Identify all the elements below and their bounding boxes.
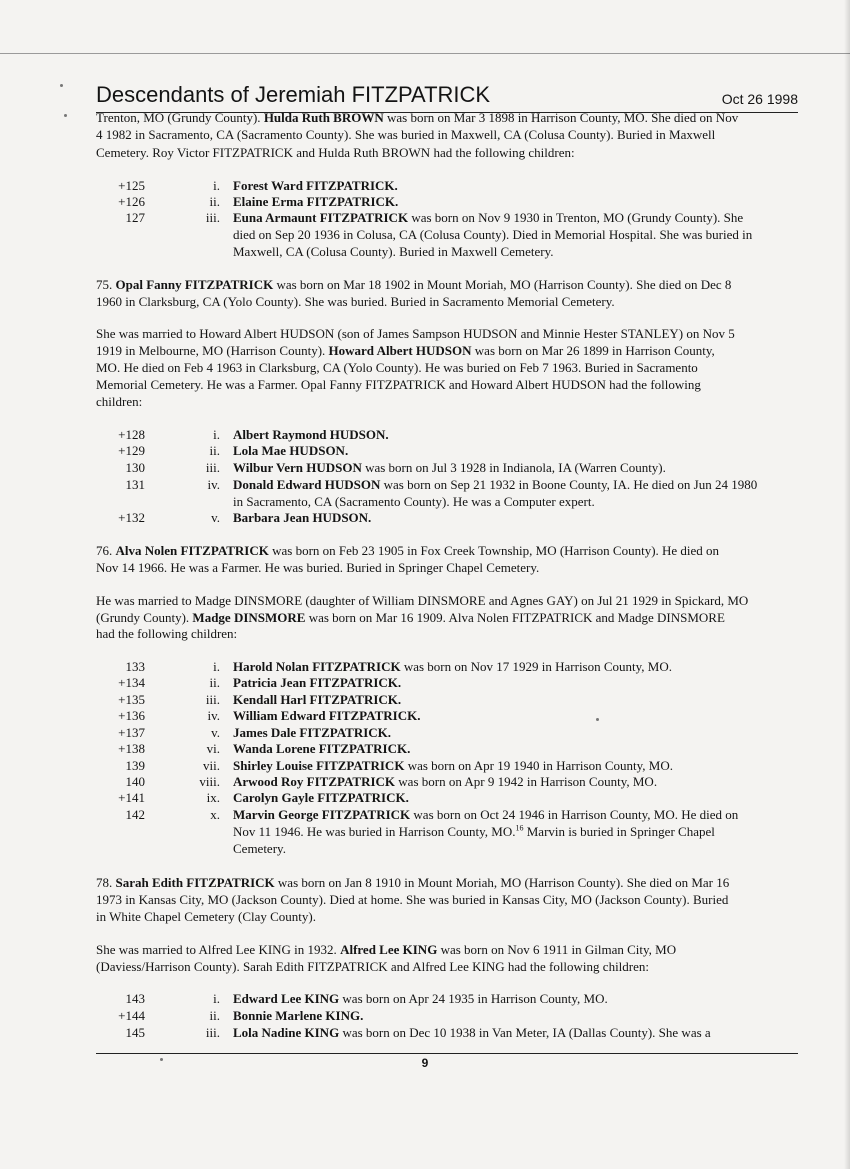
child-entry: Bonnie Marlene KING. <box>233 1008 364 1023</box>
child-ordinal: v. <box>211 725 220 740</box>
page-header <box>96 80 798 112</box>
footnote-marker: 16 <box>515 823 524 833</box>
entry-75-line-2: 1960 in Clarksburg, CA (Yolo County). She was buried. Buried in Sacramento Memorial Cemetery. <box>96 294 615 309</box>
marriage-75-line-5: children: <box>96 394 143 409</box>
child-ordinal: ix. <box>206 790 220 805</box>
child-entry: Shirley Louise FITZPATRICK was born on Apr 19 1940 in Harrison County, MO. <box>233 758 673 773</box>
marriage-75-line-4: Memorial Cemetery. He was a Farmer. Opal Fanny FITZPATRICK and Howard Albert HUDSON had the following <box>96 377 701 392</box>
scan-speck <box>596 718 599 721</box>
marriage-75-line-3: MO. He died on Feb 4 1963 in Clarksburg, CA (Yolo County). He was buried on Feb 7 1963. Buried in Sacramento <box>96 360 698 375</box>
child-number: 139 <box>125 758 145 773</box>
child-entry: Wanda Lorene FITZPATRICK. <box>233 741 411 756</box>
entry-76-line-1: 76. Alva Nolen FITZPATRICK was born on Feb 23 1905 in Fox Creek Township, MO (Harrison County). He died on <box>96 543 720 558</box>
intro-line-1: Trenton, MO (Grundy County). Hulda Ruth BROWN was born on Mar 3 1898 in Harrison County, MO. She died on Nov <box>96 110 739 125</box>
marriage-78-line-2: (Daviess/Harrison County). Sarah Edith FITZPATRICK and Alfred Lee KING had the following children: <box>96 959 650 974</box>
child-ordinal: iii. <box>205 210 220 225</box>
child-entry-cont: Nov 11 1946. He was buried in Harrison County, MO.$^{16}$ Marvin is buried in Springer Chapel <box>233 823 715 839</box>
child-ordinal: i. <box>213 991 220 1006</box>
report-date: Oct 26 1998 <box>721 91 798 107</box>
intro-line-3: Cemetery. Roy Victor FITZPATRICK and Hulda Ruth BROWN had the following children: <box>96 145 575 160</box>
child-entry: James Dale FITZPATRICK. <box>233 725 392 740</box>
child-entry: Arwood Roy FITZPATRICK was born on Apr 9 1942 in Harrison County, MO. <box>233 774 658 789</box>
child-entry: Carolyn Gayle FITZPATRICK. <box>233 790 409 805</box>
page-number: 9 <box>421 1056 429 1070</box>
child-number: 130 <box>125 460 145 475</box>
footer-rule <box>96 1053 798 1054</box>
child-entry: William Edward FITZPATRICK. <box>233 708 421 723</box>
child-number: +125 <box>118 178 145 193</box>
child-number: +141 <box>118 790 145 805</box>
intro-line-2: 4 1982 in Sacramento, CA (Sacramento County). She was buried in Maxwell, CA (Colusa County). Buried in Maxwell <box>96 127 716 142</box>
page-title: Descendants of Jeremiah FITZPATRICK <box>96 82 491 107</box>
child-number: +137 <box>118 725 145 740</box>
child-number: +134 <box>118 675 145 690</box>
entry-75-line-1: 75. Opal Fanny FITZPATRICK was born on Mar 18 1902 in Mount Moriah, MO (Harrison County). She died on Dec 8 <box>96 277 732 292</box>
child-number: +129 <box>118 443 145 458</box>
child-ordinal: iii. <box>205 460 220 475</box>
marriage-78-line-1: She was married to Alfred Lee KING in 1932. Alfred Lee KING was born on Nov 6 1911 in Gilman City, MO <box>96 942 677 957</box>
child-number: 133 <box>125 659 145 674</box>
child-entry-cont: in Sacramento, CA (Sacramento County). He was a Computer expert. <box>233 494 595 509</box>
child-number: 140 <box>125 774 145 789</box>
child-entry: Donald Edward HUDSON was born on Sep 21 1932 in Boone County, IA. He died on Jun 24 1980 <box>233 477 758 492</box>
child-ordinal: iv. <box>207 477 220 492</box>
child-ordinal: x. <box>210 807 220 822</box>
child-entry: Forest Ward FITZPATRICK. <box>233 178 398 193</box>
child-ordinal: i. <box>213 427 220 442</box>
child-ordinal: i. <box>213 659 220 674</box>
scan-edge-line <box>0 53 850 54</box>
child-entry-cont: Cemetery. <box>233 841 286 856</box>
child-entry: Euna Armaunt FITZPATRICK was born on Nov 9 1930 in Trenton, MO (Grundy County). She <box>233 210 744 225</box>
child-ordinal: ii. <box>209 1008 220 1023</box>
marriage-75-line-2: 1919 in Melbourne, MO (Harrison County). Howard Albert HUDSON was born on Mar 26 1899 in Harrison County, <box>96 343 715 358</box>
child-ordinal: iii. <box>205 692 220 707</box>
entry-78-line-2: 1973 in Kansas City, MO (Jackson County). Died at home. She was buried in Kansas City, MO (Jackson County). Buried <box>96 892 729 907</box>
child-number: 145 <box>125 1025 145 1040</box>
child-ordinal: vii. <box>203 758 220 773</box>
child-number: +128 <box>118 427 145 442</box>
child-entry: Lola Mae HUDSON. <box>233 443 349 458</box>
child-ordinal: ii. <box>209 443 220 458</box>
child-entry: Barbara Jean HUDSON. <box>233 510 372 525</box>
child-number: +126 <box>118 194 145 209</box>
child-number: 131 <box>125 477 145 492</box>
marriage-75-line-1: She was married to Howard Albert HUDSON (son of James Sampson HUDSON and Minnie Hester STANLEY) on Nov 5 <box>96 326 735 341</box>
child-entry-cont: Maxwell, CA (Colusa County). Buried in Maxwell Cemetery. <box>233 244 554 259</box>
child-number: 142 <box>125 807 145 822</box>
child-entry: Wilbur Vern HUDSON was born on Jul 3 1928 in Indianola, IA (Warren County). <box>233 460 666 475</box>
child-entry: Harold Nolan FITZPATRICK was born on Nov 17 1929 in Harrison County, MO. <box>233 659 672 674</box>
entry-76-line-2: Nov 14 1966. He was a Farmer. He was buried. Buried in Springer Chapel Cemetery. <box>96 560 540 575</box>
entry-78-line-3: in White Chapel Cemetery (Clay County). <box>96 909 316 924</box>
scan-edge-shadow <box>844 0 850 1169</box>
child-number: +138 <box>118 741 145 756</box>
child-number: +144 <box>118 1008 145 1023</box>
child-entry: Kendall Harl FITZPATRICK. <box>233 692 402 707</box>
child-number: +132 <box>118 510 145 525</box>
scan-speck <box>64 114 67 117</box>
child-ordinal: v. <box>211 510 220 525</box>
child-ordinal: viii. <box>199 774 220 789</box>
child-entry-cont: died on Sep 20 1936 in Colusa, CA (Colusa County). Died in Memorial Hospital. She was buried in <box>233 227 753 242</box>
scan-speck <box>60 84 63 87</box>
child-number: 127 <box>125 210 145 225</box>
child-entry: Patricia Jean FITZPATRICK. <box>233 675 402 690</box>
child-entry: Elaine Erma FITZPATRICK. <box>233 194 399 209</box>
child-ordinal: i. <box>213 178 220 193</box>
child-entry: Edward Lee KING was born on Apr 24 1935 in Harrison County, MO. <box>233 991 608 1006</box>
marriage-76-line-3: had the following children: <box>96 626 238 641</box>
marriage-76-line-1: He was married to Madge DINSMORE (daughter of William DINSMORE and Agnes GAY) on Jul 21 1929 in Spickard, MO <box>96 593 749 608</box>
child-ordinal: vi. <box>206 741 220 756</box>
child-ordinal: ii. <box>209 675 220 690</box>
child-entry: Marvin George FITZPATRICK was born on Oct 24 1946 in Harrison County, MO. He died on <box>233 807 739 822</box>
child-entry: Albert Raymond HUDSON. <box>233 427 389 442</box>
child-entry: Lola Nadine KING was born on Dec 10 1938 in Van Meter, IA (Dallas County). She was a <box>233 1025 711 1040</box>
marriage-76-line-2: (Grundy County). Madge DINSMORE was born on Mar 16 1909. Alva Nolen FITZPATRICK and Madge DINSMORE <box>96 610 725 625</box>
child-number: +136 <box>118 708 145 723</box>
entry-78-line-1: 78. Sarah Edith FITZPATRICK was born on Jan 8 1910 in Mount Moriah, MO (Harrison County). She died on Mar 16 <box>96 875 730 890</box>
child-number: +135 <box>118 692 145 707</box>
child-number: 143 <box>125 991 145 1006</box>
child-ordinal: ii. <box>209 194 220 209</box>
child-ordinal: iii. <box>205 1025 220 1040</box>
child-ordinal: iv. <box>207 708 220 723</box>
